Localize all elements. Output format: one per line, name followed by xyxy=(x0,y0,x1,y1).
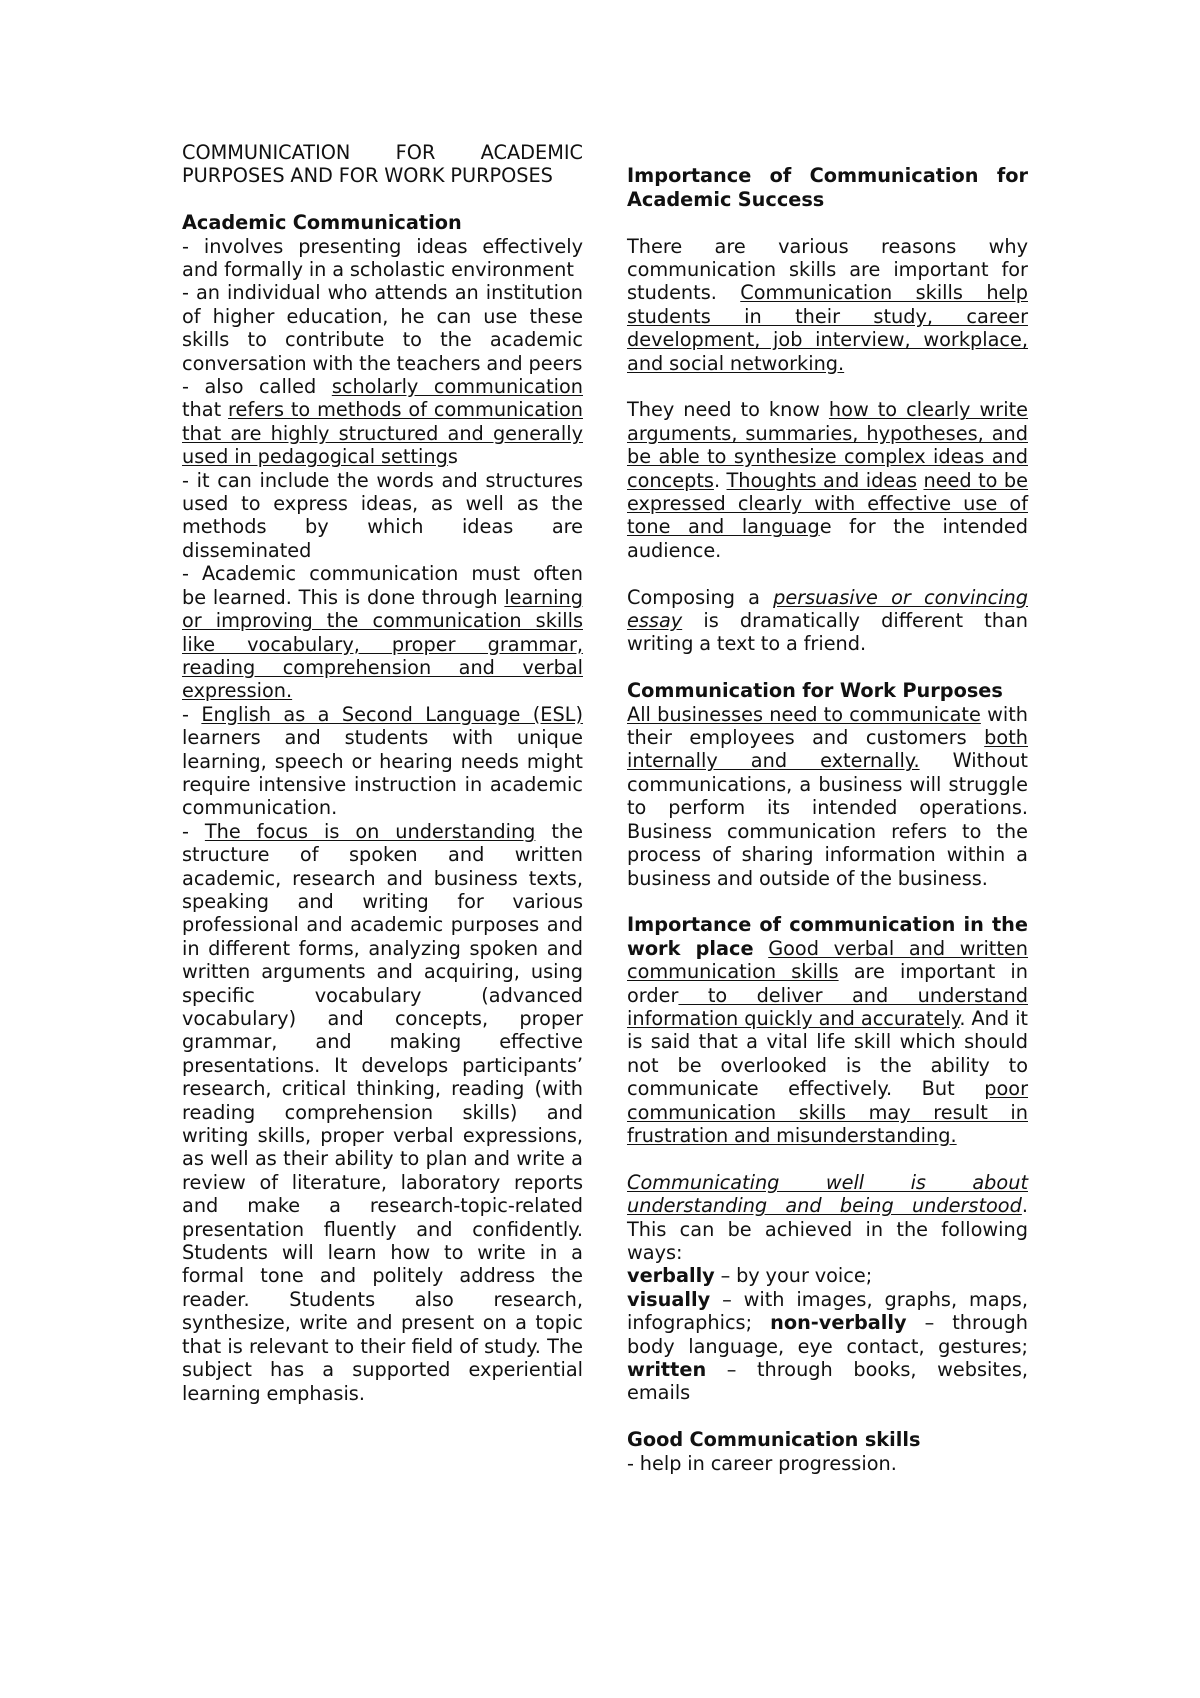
text-run: . This can be achieved in the following ways: xyxy=(627,1194,1028,1264)
importance-paragraph-3 xyxy=(627,586,1028,656)
document-title: COMMUNICATION FOR ACADEMIC PURPOSES AND FOR WORK PURPOSES xyxy=(182,141,583,188)
underlined-text: Thoughts and ideas xyxy=(726,468,918,492)
verbally-label: verbally xyxy=(627,1264,715,1288)
text-run: . xyxy=(713,468,727,492)
work-paragraph-1 xyxy=(627,703,1028,890)
underlined-text: to deliver and understand information quickly and accurately xyxy=(627,983,1028,1030)
underlined-text: Good verbal and written communication skills xyxy=(627,936,1028,984)
text-run xyxy=(754,937,769,960)
underlined-text: poor communication skills may result in frustration and misunderstanding. xyxy=(627,1077,1028,1147)
text-run: - also called xyxy=(182,375,332,399)
text-run: the structure of spoken and written academic, research and business texts, speaking and writing for various professional and academic purposes and in different forms, analyzing spoken and written arguments and acquiring, using specific vocabulary (advanced vocabulary) and concepts, proper grammar, and making effective presentations. It develops participants’ research, critical thinking, reading (with reading comprehension skills) and writing skills, proper verbal expressions, as well as their ability to plan and write a review of literature, laboratory reports and make a research-topic-related presentation fluently and confidently. Students will learn how to write in a formal tone and politely address the reader. Students also research, synthesize, write and present on a topic that is relevant to their field of study. The subject has a supported experiential learning emphasis. xyxy=(182,819,583,1405)
academic-point-3 xyxy=(182,375,583,469)
text-run: Without communications, a business will struggle to perform its intended operations. Business communication refers to the process of sharing information within a business and outside of the business. xyxy=(627,749,1028,890)
written-label: written xyxy=(627,1358,707,1382)
academic-point-6 xyxy=(182,703,583,820)
workplace-paragraph xyxy=(627,913,1028,1147)
underlined-text: scholarly communication xyxy=(331,375,583,399)
text-run: are important in order xyxy=(627,960,1028,1007)
academic-point-1: - involves presenting ideas effectively and formally in a scholastic environment xyxy=(182,234,583,282)
text-run: is dramatically different than writing a text to a friend. xyxy=(627,609,1028,656)
academic-point-2: - an individual who attends an institution of higher education, he can use these skills to contribute to the academic conversation with the teachers and peers xyxy=(182,281,583,375)
text-run: with their employees and customers xyxy=(627,702,1028,750)
text-run: e for the intended audience. xyxy=(627,515,1028,562)
good-skills-point-1: - help in career progression. xyxy=(627,1451,897,1475)
importance-academic-heading: Importance of Communication for Academic Success xyxy=(627,164,1028,211)
academic-communication-heading: Academic Communication xyxy=(182,211,462,235)
communicating-well-paragraph xyxy=(627,1171,1028,1265)
visually-text: – with images, graphs, maps, infographics; xyxy=(627,1287,1028,1335)
underlined-text: need to be expressed clearly with effective use of tone and languag xyxy=(627,468,1028,539)
importance-paragraph-1 xyxy=(627,235,1028,375)
work-purposes-heading: Communication for Work Purposes xyxy=(627,679,1003,703)
text-run: - Academic communication must often be learned. This is done through xyxy=(182,562,583,609)
academic-point-7 xyxy=(182,820,583,1405)
underlined-text: Communication skills help students in their study, career development, job interview, workplace, and social networking. xyxy=(627,281,1028,375)
non-verbally-label: non-verbally xyxy=(770,1311,907,1335)
bold-lead-text: Importance of communication in the work place xyxy=(627,913,1028,960)
underlined-text: learning or improving the communication skills like vocabulary, proper grammar, reading comprehension and verbal expression. xyxy=(182,585,583,703)
good-skills-heading: Good Communication skills xyxy=(627,1428,921,1452)
text-run: They need to know xyxy=(627,398,829,422)
underlined-text: English as a Second Language (ESL) xyxy=(201,702,583,726)
text-run: - xyxy=(182,819,205,843)
visually-label: visually xyxy=(627,1287,711,1311)
text-run: learners and students with unique learning, speech or hearing needs might require intensive instruction in academic communication. xyxy=(182,726,583,820)
text-run: Composing a xyxy=(627,585,774,609)
underlined-text: The focus is on understanding xyxy=(204,819,536,843)
importance-paragraph-2 xyxy=(627,398,1028,562)
text-run: that xyxy=(182,398,229,422)
underlined-text: refers to methods of communication that are highly structured and generally used in pedagogical setting xyxy=(182,398,583,469)
left-column xyxy=(182,141,583,1405)
text-run: - xyxy=(182,702,202,726)
text-run: . And it is said that a vital life skill which should not be overlooked is the ability to communicate effectively. But xyxy=(627,1006,1028,1101)
text-run: There are various reasons why communication skills are important for students. xyxy=(627,234,1028,305)
text-run: s xyxy=(447,445,458,469)
right-column xyxy=(627,141,1028,1475)
ways-list xyxy=(627,1264,1028,1404)
academic-point-4: - it can include the words and structures used to express ideas, as well as the methods by which ideas are disseminated xyxy=(182,468,583,562)
academic-point-5 xyxy=(182,562,583,702)
underlined-text: All businesses need to communicate xyxy=(627,702,981,726)
underlined-text: both internally and externally. xyxy=(627,726,1028,773)
written-text: – through books, websites, emails xyxy=(627,1358,1028,1405)
underlined-text: how to clearly write arguments, summaries, hypotheses, and be able to synthesize complex ideas and concepts xyxy=(627,398,1028,492)
underlined-italic-text: Communicating well is about understanding and being understood xyxy=(627,1170,1028,1218)
verbally-text: – by your voice; xyxy=(714,1264,873,1288)
non-verbally-text: – through body language, eye contact, gestures; xyxy=(627,1311,1028,1358)
underlined-italic-text: persuasive or convincing essay xyxy=(627,585,1028,633)
